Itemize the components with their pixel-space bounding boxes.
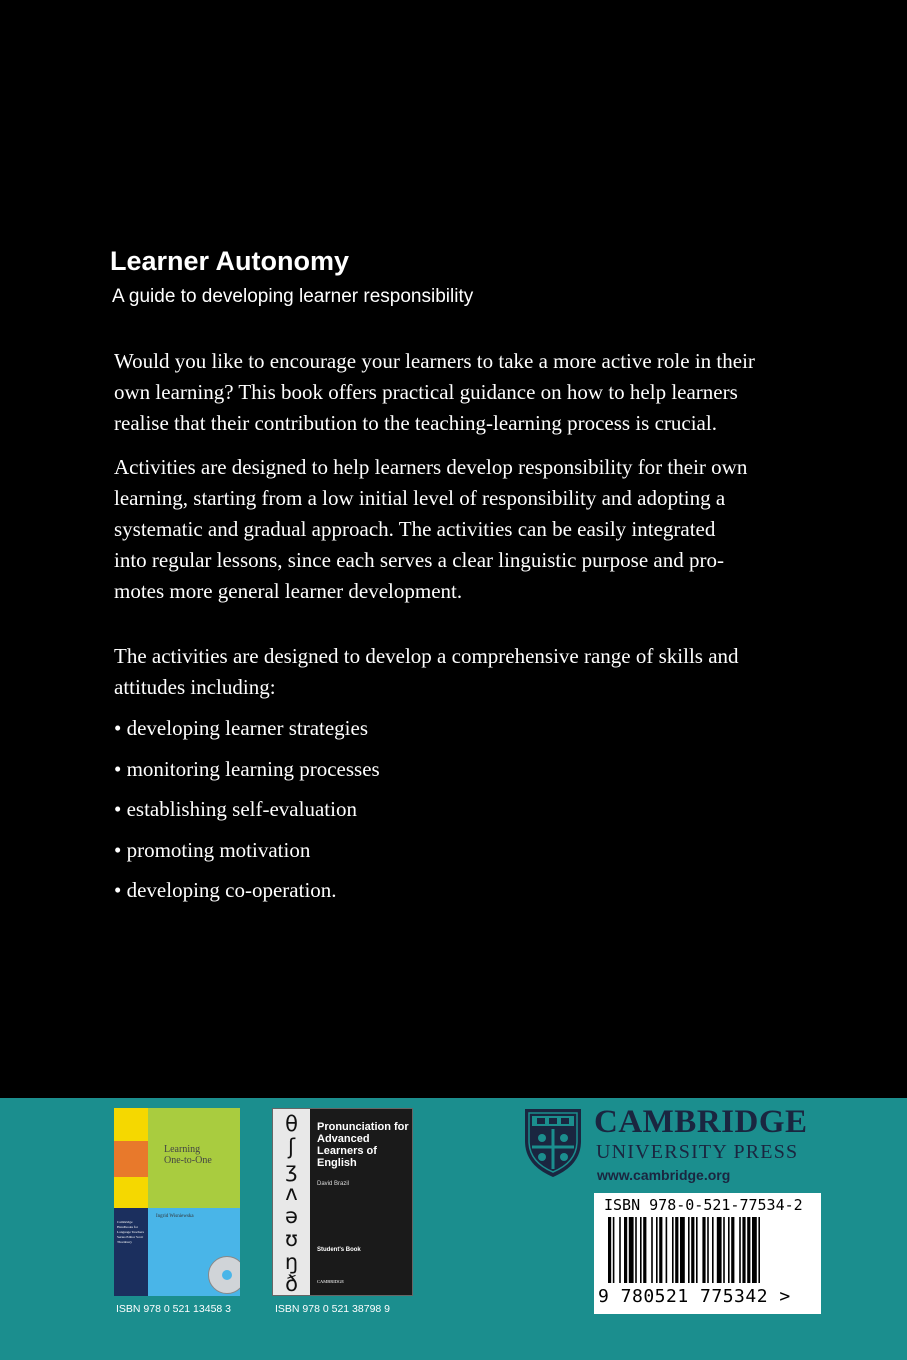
text-line: realise that their contribution to the teaching-learning process is crucial. [114, 411, 717, 435]
list-item: • developing learner strategies [114, 716, 368, 740]
related-book-pronunciation[interactable] [272, 1108, 413, 1296]
barcode-bar [688, 1217, 690, 1283]
related-book-title: Pronunciation for Advanced Learners of English [317, 1121, 409, 1169]
barcode-bar [731, 1217, 734, 1283]
phonetic-glyph: θ [285, 1112, 298, 1136]
barcode-bar [675, 1217, 678, 1283]
barcode-bar [659, 1217, 662, 1283]
barcode [594, 1193, 821, 1314]
barcode-bar [643, 1217, 646, 1283]
barcode-bar [656, 1217, 658, 1283]
barcode-bar [619, 1217, 621, 1283]
text-line: learning, starting from a low initial level of responsibility and adopting a [114, 486, 726, 510]
related-book-isbn: ISBN 978 0 521 38798 9 [275, 1303, 391, 1315]
barcode-bars [608, 1217, 808, 1287]
text-line: motes more general learner development. [114, 579, 463, 603]
barcode-bar [742, 1217, 745, 1283]
barcode-bar [613, 1217, 615, 1283]
text-line: into regular lessons, since each serves a clear linguistic purpose and pro- [114, 548, 724, 572]
barcode-bar [651, 1217, 653, 1283]
isbn-label: ISBN 978-0-521-77534-2 [604, 1196, 803, 1214]
phonetic-glyph: ʃ [287, 1135, 296, 1159]
related-book-title: Learning One-to-One [164, 1144, 212, 1166]
cover-block [114, 1141, 148, 1177]
list-item: • promoting motivation [114, 837, 311, 862]
book-title: Learner Autonomy [110, 246, 350, 276]
barcode-bar [666, 1217, 668, 1283]
phonetic-glyph: ʌ [285, 1181, 298, 1205]
text-line: own learning? This book offers practical guidance on how to help learners [114, 380, 738, 404]
phonetic-glyph: ŋ [284, 1250, 299, 1274]
related-book-edition: Student's Book [317, 1247, 361, 1253]
barcode-bar [635, 1217, 637, 1283]
text-line: The activities are designed to develop a comprehensive range of skills and [114, 644, 739, 668]
text-line: attitudes including: [114, 675, 276, 699]
phonetic-glyph: ð [285, 1272, 298, 1296]
barcode-bar [712, 1217, 714, 1283]
phonetic-glyph: ʒ [285, 1158, 298, 1182]
publisher-url[interactable]: www.cambridge.org [597, 1167, 731, 1183]
phonetic-glyph: ʊ [285, 1227, 298, 1251]
barcode-bar [672, 1217, 674, 1283]
barcode-bar [758, 1217, 760, 1283]
related-book-isbn: ISBN 978 0 521 13458 3 [116, 1303, 232, 1315]
barcode-bar [680, 1217, 685, 1283]
text-line: systematic and gradual approach. The activities can be easily integrated [114, 517, 716, 541]
barcode-bar [723, 1217, 725, 1283]
list-item: • developing co-operation. [114, 878, 337, 902]
description-paragraph-1 [114, 346, 794, 439]
series-label: Cambridge Handbooks for Language Teachers Series Editor Scott Thornbury [117, 1220, 144, 1244]
text-line: Activities are designed to help learners develop responsibility for their own [114, 455, 748, 479]
barcode-bar [717, 1217, 722, 1283]
description-paragraph-2 [114, 452, 794, 607]
related-book-author: David Brazil [317, 1181, 350, 1187]
cd-icon [208, 1256, 240, 1294]
list-item: • monitoring learning processes [114, 756, 380, 781]
list-item: • establishing self-evaluation [114, 797, 357, 821]
description-paragraph-3 [114, 641, 794, 703]
publisher-subname: UNIVERSITY PRESS [596, 1141, 799, 1163]
phonetic-glyph: ə [285, 1204, 298, 1228]
barcode-bar [752, 1217, 757, 1283]
barcode-bar [696, 1217, 698, 1283]
barcode-bar [707, 1217, 709, 1283]
barcode-bar [608, 1217, 611, 1283]
book-subtitle: A guide to developing learner responsibility [112, 286, 474, 307]
cambridge-shield-icon [523, 1107, 583, 1179]
barcode-bar [728, 1217, 730, 1283]
related-book-learning-one-to-one[interactable] [114, 1108, 240, 1296]
phonetic-strip [273, 1109, 310, 1296]
publisher-name: CAMBRIDGE [594, 1104, 808, 1140]
related-book-author: Ingrid Wisniewska [156, 1214, 194, 1219]
barcode-bar [747, 1217, 750, 1283]
related-book-publisher: CAMBRIDGE [317, 1279, 345, 1284]
text-line: Would you like to encourage your learners to take a more active role in their [114, 349, 755, 373]
barcode-bar [691, 1217, 694, 1283]
barcode-bar [739, 1217, 741, 1283]
barcode-digits: 9 780521 775342 > [598, 1286, 791, 1307]
barcode-bar [640, 1217, 642, 1283]
barcode-bar [629, 1217, 634, 1283]
barcode-bar [702, 1217, 705, 1283]
barcode-bar [624, 1217, 627, 1283]
skills-list [114, 713, 380, 916]
